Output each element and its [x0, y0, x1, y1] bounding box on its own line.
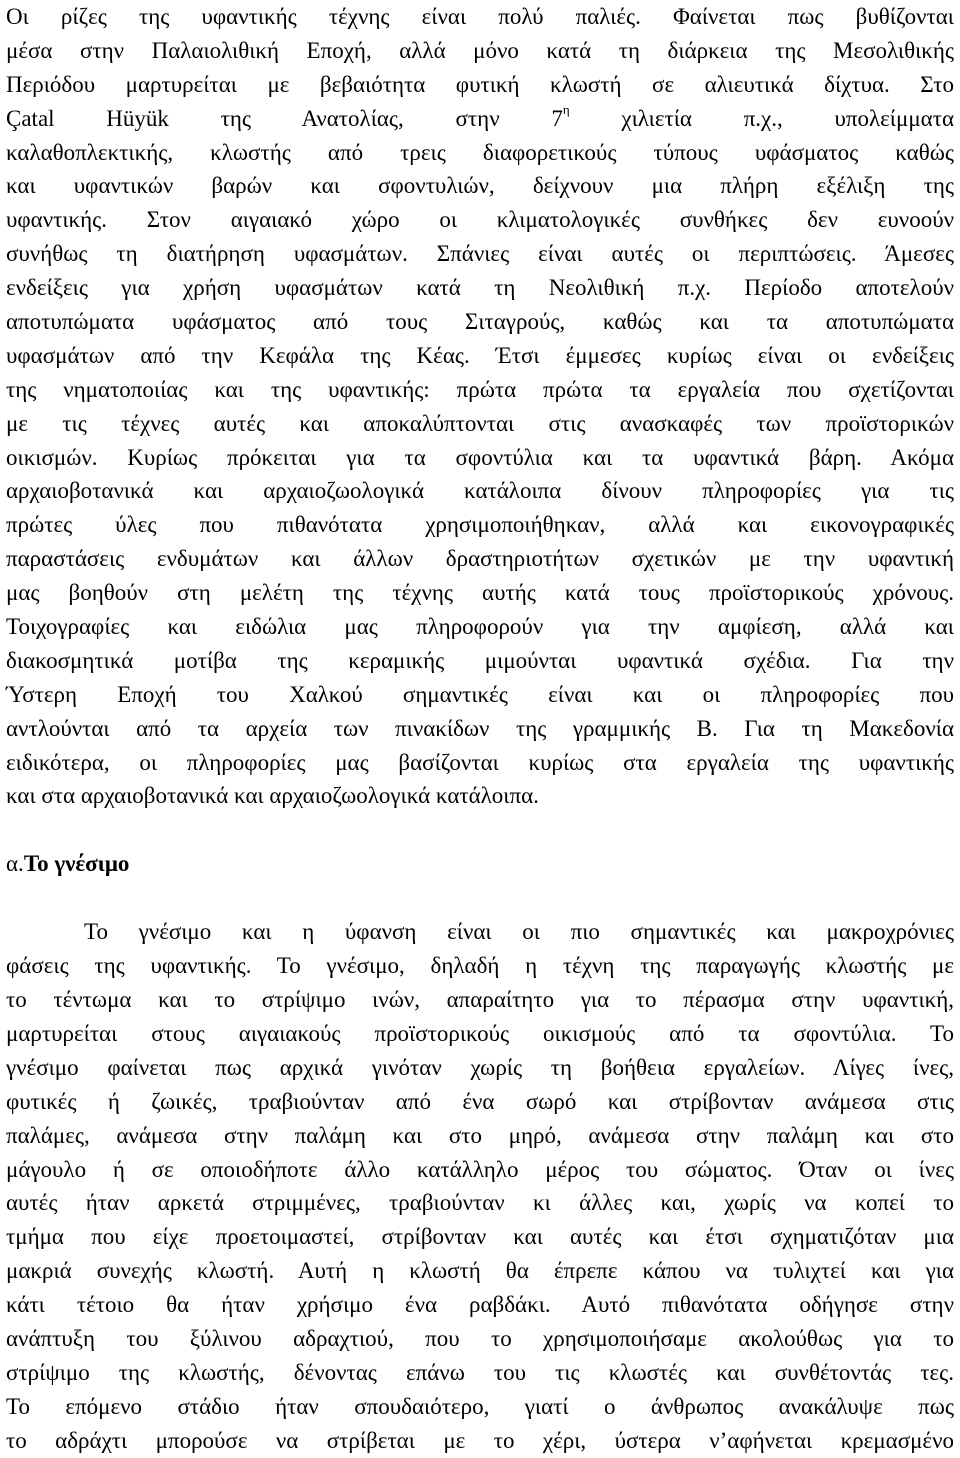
- spinning-paragraph: [6, 915, 954, 1457]
- text-line: συνήθως τη διατήρηση υφασμάτων. Σπάνιες είναι αυτές οι περιπτώσεις. Άμεσες: [6, 241, 954, 267]
- text-line: υφαντικής. Στον αιγαιακό χώρο οι κλιματολογικές συνθήκες δεν ευνοούν: [6, 207, 954, 233]
- text-line: [6, 102, 954, 136]
- text-line: στρίψιμο της κλωστής, δένοντας επάνω του τις κλωστές και συνθέτοντάς τες.: [6, 1359, 954, 1385]
- text-line: Το επόμενο στάδιο ήταν σπουδαιότερο, γιατί ο άνθρωπος ανακάλυψε πως: [6, 1393, 954, 1419]
- text-line: αρχαιοβοτανικά και αρχαιοζωολογικά κατάλοιπα δίνουν πληροφορίες για τις: [6, 478, 954, 504]
- text-line: Το γνέσιμο και η ύφανση είναι οι πιο σημαντικές και μακροχρόνιες: [84, 919, 954, 945]
- text-line: ειδικότερα, οι πληροφορίες μας βασίζονται κυρίως στα εργαλεία της υφαντικής: [6, 749, 954, 775]
- section-title: Το γνέσιμο: [23, 851, 130, 877]
- text-line: μάγουλο ή σε οποιοδήποτε άλλο κατάλληλο μέρος του σώματος. Όταν οι ίνες: [6, 1156, 954, 1182]
- section-heading: [6, 847, 954, 881]
- text-line: αποτυπώματα υφάσματος από τους Σιταγρούς, καθώς και τα αποτυπώματα: [6, 309, 954, 335]
- text-line: μέσα στην Παλαιολιθική Εποχή, αλλά μόνο κατά τη διάρκεια της Μεσολιθικής: [6, 37, 954, 63]
- section-number: α.: [6, 851, 24, 877]
- text-line: Ύστερη Εποχή του Χαλκού σημαντικές είναι και οι πληροφορίες που: [6, 681, 954, 707]
- text-line: παλάμες, ανάμεσα στην παλάμη και στο μηρό, ανάμεσα στην παλάμη και στο: [6, 1122, 954, 1148]
- text-line: το αδράχτι μπορούσε να στρίβεται με το χέρι, ύστερα ν’αφήνεται κρεμασμένο: [6, 1427, 954, 1453]
- text-line: Τοιχογραφίες και ειδώλια μας πληροφορούν για την αμφίεση, αλλά και: [6, 614, 954, 640]
- text-line: ανάπτυξη του ξύλινου αδραχτιού, που το χρησιμοποιήσαμε ακολούθως για το: [6, 1325, 954, 1351]
- text-line: διακοσμητικά μοτίβα της κεραμικής μιμούνται υφαντικά σχέδια. Για την: [6, 647, 954, 673]
- text-line: ενδείξεις για χρήση υφασμάτων κατά τη Νεολιθική π.χ. Περίοδο αποτελούν: [6, 275, 954, 301]
- text-line: Οι ρίζες της υφαντικής τέχνης είναι πολύ παλιές. Φαίνεται πως βυθίζονται: [6, 4, 954, 29]
- text-line: αντλούνται από τα αρχεία των πινακίδων της γραμμικής Β. Για τη Μακεδονία: [6, 715, 954, 741]
- text-line: γνέσιμο φαίνεται πως αρχικά γινόταν χωρίς τη βοήθεια εργαλείων. Λίγες ίνες,: [6, 1054, 954, 1080]
- paragraph-spacer: [6, 881, 954, 915]
- text-line: υφασμάτων από την Κεφάλα της Κέας. Έτσι έμμεσες κυρίως είναι οι ενδείξεις: [6, 342, 954, 368]
- text-line: και στα αρχαιοβοτανικά και αρχαιοζωολογικά κατάλοιπα.: [6, 783, 539, 809]
- text-line: μαρτυρείται στους αιγαιακούς προϊστορικούς οικισμούς από τα σφοντύλια. Το: [6, 1020, 954, 1046]
- text-line: πρώτες ύλες που πιθανότατα χρησιμοποιήθηκαν, αλλά και εικονογραφικές: [6, 512, 954, 538]
- text-line: μακριά συνεχής κλωστή. Αυτή η κλωστή θα έπρεπε κάπου να τυλιχτεί και για: [6, 1258, 954, 1284]
- text-line: της νηματοποιίας και της υφαντικής: πρώτα πρώτα τα εργαλεία που σχετίζονται: [6, 376, 954, 402]
- text-segment: χιλιετία π.χ., υπολείμματα: [569, 105, 955, 131]
- paragraph-spacer: [6, 813, 954, 847]
- intro-paragraph: [6, 0, 954, 813]
- superscript-eta: η: [562, 102, 570, 118]
- document-page: [6, 0, 954, 1458]
- text-line: φάσεις της υφαντικής. Το γνέσιμο, δηλαδή η τέχνη της παραγωγής κλωστής με: [6, 953, 954, 979]
- text-line: το τέντωμα και το στρίψιμο ινών, απαραίτητο για το πέρασμα στην υφαντική,: [6, 987, 954, 1013]
- text-line: με τις τέχνες αυτές και αποκαλύπτονται στις ανασκαφές των προϊστορικών: [6, 410, 954, 436]
- text-line: τμήμα που είχε προετοιμαστεί, στρίβονταν και αυτές και έτσι σχηματιζόταν μια: [6, 1224, 954, 1250]
- text-line: κάτι τέτοιο θα ήταν χρήσιμο ένα ραβδάκι. Αυτό πιθανότατα οδήγησε στην: [6, 1292, 954, 1318]
- text-line: καλαθοπλεκτικής, κλωστής από τρεις διαφορετικούς τύπους υφάσματος καθώς: [6, 139, 954, 165]
- text-segment: Çatal Hüyük της Ανατολίας, στην 7: [6, 105, 563, 131]
- text-line: φυτικές ή ζωικές, τραβιούνταν από ένα σωρό και στρίβονταν ανάμεσα στις: [6, 1088, 954, 1114]
- text-line: αυτές ήταν αρκετά στριμμένες, τραβιούνταν κι άλλες και, χωρίς να κοπεί το: [6, 1190, 954, 1216]
- text-line: οικισμών. Κυρίως πρόκειται για τα σφοντύλια και τα υφαντικά βάρη. Ακόμα: [6, 444, 954, 470]
- text-line: μας βοηθούν στη μελέτη της τέχνης αυτής κατά τους προϊστορικούς χρόνους.: [6, 580, 954, 606]
- text-line: Περιόδου μαρτυρείται με βεβαιότητα φυτική κλωστή σε αλιευτικά δίχτυα. Στο: [6, 71, 954, 97]
- text-line: παραστάσεις ενδυμάτων και άλλων δραστηριοτήτων σχετικών με την υφαντική: [6, 546, 954, 572]
- text-line: και υφαντικών βαρών και σφοντυλιών, δείχνουν μια πλήρη εξέλιξη της: [6, 173, 954, 199]
